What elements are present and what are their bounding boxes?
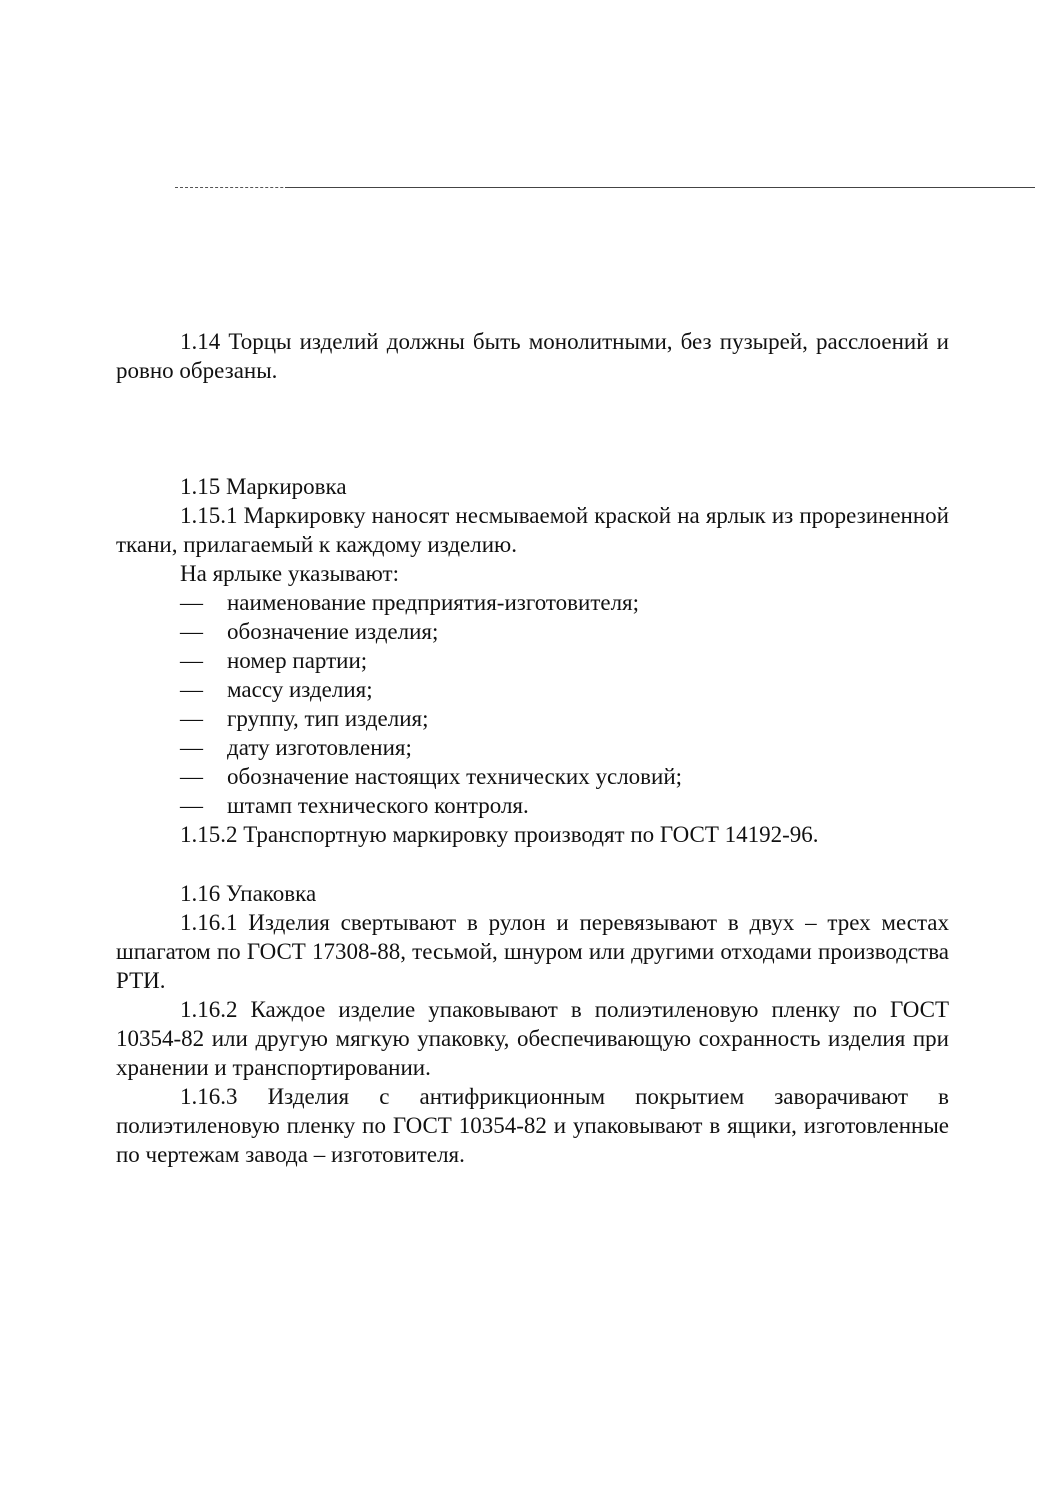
- dash-glyph: —: [180, 735, 203, 760]
- list-item-text: наименование предприятия-изготовителя;: [227, 590, 640, 615]
- clause-1-14: 1.14 Торцы изделий должны быть монолитными, без пузырей, расслоений и ровно обрезаны.: [116, 329, 949, 383]
- dash-glyph: —: [180, 706, 203, 731]
- list-item: [116, 588, 949, 617]
- list-item: [116, 762, 949, 791]
- dash-glyph: —: [180, 619, 203, 644]
- dash-glyph: —: [180, 590, 203, 615]
- clause-1-16-1: 1.16.1 Изделия свертывают в рулон и перевязывают в двух – трех местах шпагатом по ГОСТ 17308-88, тесьмой, шнуром или другими отходами производства РТИ.: [116, 910, 949, 993]
- clause-1-16-2: 1.16.2 Каждое изделие упаковывают в полиэтиленовую пленку по ГОСТ 10354-82 или другую мягкую упаковку, обеспечивающую сохранность изделия при хранении и транспортировании.: [116, 997, 949, 1080]
- clause-1-16-3: 1.16.3 Изделия с антифрикционным покрытием заворачивают в полиэтиленовую пленку по ГОСТ 10354-82 и упаковывают в ящики, изготовленные по чертежам завода – изготовителя.: [116, 1084, 949, 1167]
- list-item-text: обозначение изделия;: [227, 619, 439, 644]
- list-item: [116, 704, 949, 733]
- dash-glyph: —: [180, 764, 203, 789]
- top-divider-line: [175, 187, 1005, 188]
- dash-glyph: —: [180, 793, 203, 818]
- list-item: [116, 617, 949, 646]
- dash-glyph: —: [180, 677, 203, 702]
- list-item-text: дату изготовления;: [227, 735, 412, 760]
- list-item: [116, 733, 949, 762]
- top-divider-solid-segment: [285, 187, 1035, 188]
- heading-marking: 1.15 Маркировка: [180, 474, 347, 499]
- list-item-text: группу, тип изделия;: [227, 706, 429, 731]
- clause-1-15-2: 1.15.2 Транспортную маркировку производят по ГОСТ 14192-96.: [180, 822, 819, 847]
- label-items-list: [116, 588, 949, 820]
- list-item-text: обозначение настоящих технических условий;: [227, 764, 683, 789]
- clause-1-15-1: 1.15.1 Маркировку наносят несмываемой краской на ярлык из прорезиненной ткани, прилагаемый к каждому изделию.: [116, 503, 949, 557]
- list-item: [116, 675, 949, 704]
- list-item-text: штамп технического контроля.: [227, 793, 529, 818]
- list-item: [116, 646, 949, 675]
- list-item-text: массу изделия;: [227, 677, 373, 702]
- sections-1-15-and-1-16: [116, 472, 949, 1169]
- dash-glyph: —: [180, 648, 203, 673]
- list-item: [116, 791, 949, 820]
- section-spacer: [116, 849, 949, 879]
- section-1-14: [116, 327, 949, 385]
- list-item-text: номер партии;: [227, 648, 368, 673]
- label-intro: На ярлыке указывают:: [180, 561, 399, 586]
- heading-packaging: 1.16 Упаковка: [180, 881, 317, 906]
